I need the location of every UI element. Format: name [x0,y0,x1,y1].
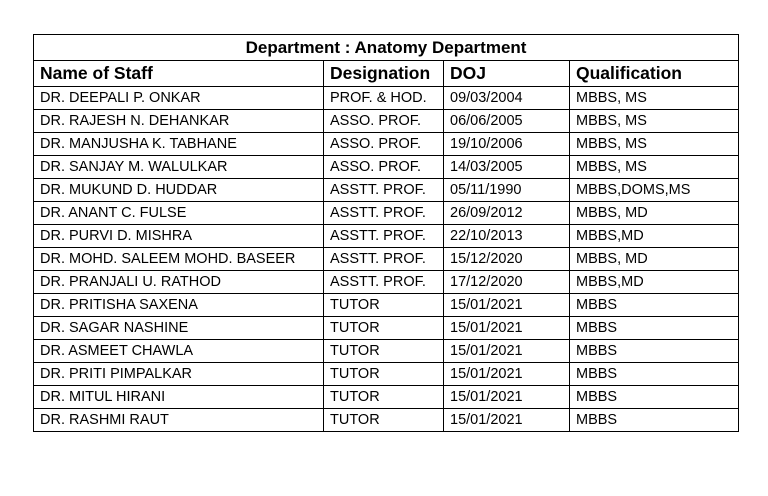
cell-name: DR. DEEPALI P. ONKAR [34,87,324,110]
table-row [34,340,739,363]
table-row [34,110,739,133]
cell-designation: ASSO. PROF. [324,156,444,179]
cell-doj: 15/01/2021 [444,386,570,409]
cell-doj: 22/10/2013 [444,225,570,248]
cell-qualification: MBBS [570,363,739,386]
table-row [34,317,739,340]
cell-doj: 17/12/2020 [444,271,570,294]
cell-designation: ASSTT. PROF. [324,271,444,294]
cell-doj: 15/01/2021 [444,409,570,432]
cell-qualification: MBBS,MD [570,225,739,248]
cell-qualification: MBBS,MD [570,271,739,294]
table-row [34,363,739,386]
cell-designation: TUTOR [324,386,444,409]
cell-designation: TUTOR [324,294,444,317]
cell-designation: ASSTT. PROF. [324,225,444,248]
table-row [34,409,739,432]
cell-name: DR. PRITI PIMPALKAR [34,363,324,386]
cell-designation: TUTOR [324,340,444,363]
cell-designation: ASSTT. PROF. [324,248,444,271]
cell-name: DR. SANJAY M. WALULKAR [34,156,324,179]
header-designation: Designation [324,61,444,87]
cell-doj: 14/03/2005 [444,156,570,179]
cell-name: DR. MITUL HIRANI [34,386,324,409]
cell-doj: 15/12/2020 [444,248,570,271]
staff-sheet [33,34,739,432]
cell-name: DR. ANANT C. FULSE [34,202,324,225]
cell-name: DR. RASHMI RAUT [34,409,324,432]
table-row [34,225,739,248]
cell-doj: 19/10/2006 [444,133,570,156]
cell-qualification: MBBS [570,340,739,363]
cell-designation: TUTOR [324,363,444,386]
cell-designation: TUTOR [324,317,444,340]
header-row [34,61,739,87]
cell-name: DR. ASMEET CHAWLA [34,340,324,363]
cell-doj: 15/01/2021 [444,340,570,363]
cell-qualification: MBBS [570,386,739,409]
cell-name: DR. PRANJALI U. RATHOD [34,271,324,294]
cell-name: DR. SAGAR NASHINE [34,317,324,340]
cell-doj: 05/11/1990 [444,179,570,202]
cell-designation: PROF. & HOD. [324,87,444,110]
table-row [34,202,739,225]
cell-qualification: MBBS [570,409,739,432]
cell-qualification: MBBS, MS [570,133,739,156]
cell-qualification: MBBS,DOMS,MS [570,179,739,202]
department-title: Department : Anatomy Department [34,35,739,61]
cell-name: DR. PURVI D. MISHRA [34,225,324,248]
cell-qualification: MBBS, MS [570,156,739,179]
cell-qualification: MBBS, MS [570,110,739,133]
table-row [34,294,739,317]
cell-name: DR. PRITISHA SAXENA [34,294,324,317]
header-qualification: Qualification [570,61,739,87]
cell-qualification: MBBS [570,294,739,317]
cell-qualification: MBBS, MD [570,248,739,271]
cell-designation: ASSTT. PROF. [324,179,444,202]
staff-table [33,34,739,432]
table-row [34,133,739,156]
table-row [34,386,739,409]
cell-doj: 15/01/2021 [444,294,570,317]
table-row [34,271,739,294]
cell-qualification: MBBS [570,317,739,340]
cell-doj: 15/01/2021 [444,363,570,386]
title-row [34,35,739,61]
cell-name: DR. MUKUND D. HUDDAR [34,179,324,202]
cell-name: DR. MANJUSHA K. TABHANE [34,133,324,156]
table-row [34,156,739,179]
table-row [34,179,739,202]
header-name: Name of Staff [34,61,324,87]
table-row [34,248,739,271]
cell-designation: ASSO. PROF. [324,133,444,156]
cell-doj: 09/03/2004 [444,87,570,110]
cell-designation: ASSTT. PROF. [324,202,444,225]
cell-name: DR. MOHD. SALEEM MOHD. BASEER [34,248,324,271]
cell-qualification: MBBS, MS [570,87,739,110]
table-row [34,87,739,110]
cell-designation: ASSO. PROF. [324,110,444,133]
cell-doj: 15/01/2021 [444,317,570,340]
cell-name: DR. RAJESH N. DEHANKAR [34,110,324,133]
header-doj: DOJ [444,61,570,87]
cell-designation: TUTOR [324,409,444,432]
cell-doj: 26/09/2012 [444,202,570,225]
cell-doj: 06/06/2005 [444,110,570,133]
cell-qualification: MBBS, MD [570,202,739,225]
